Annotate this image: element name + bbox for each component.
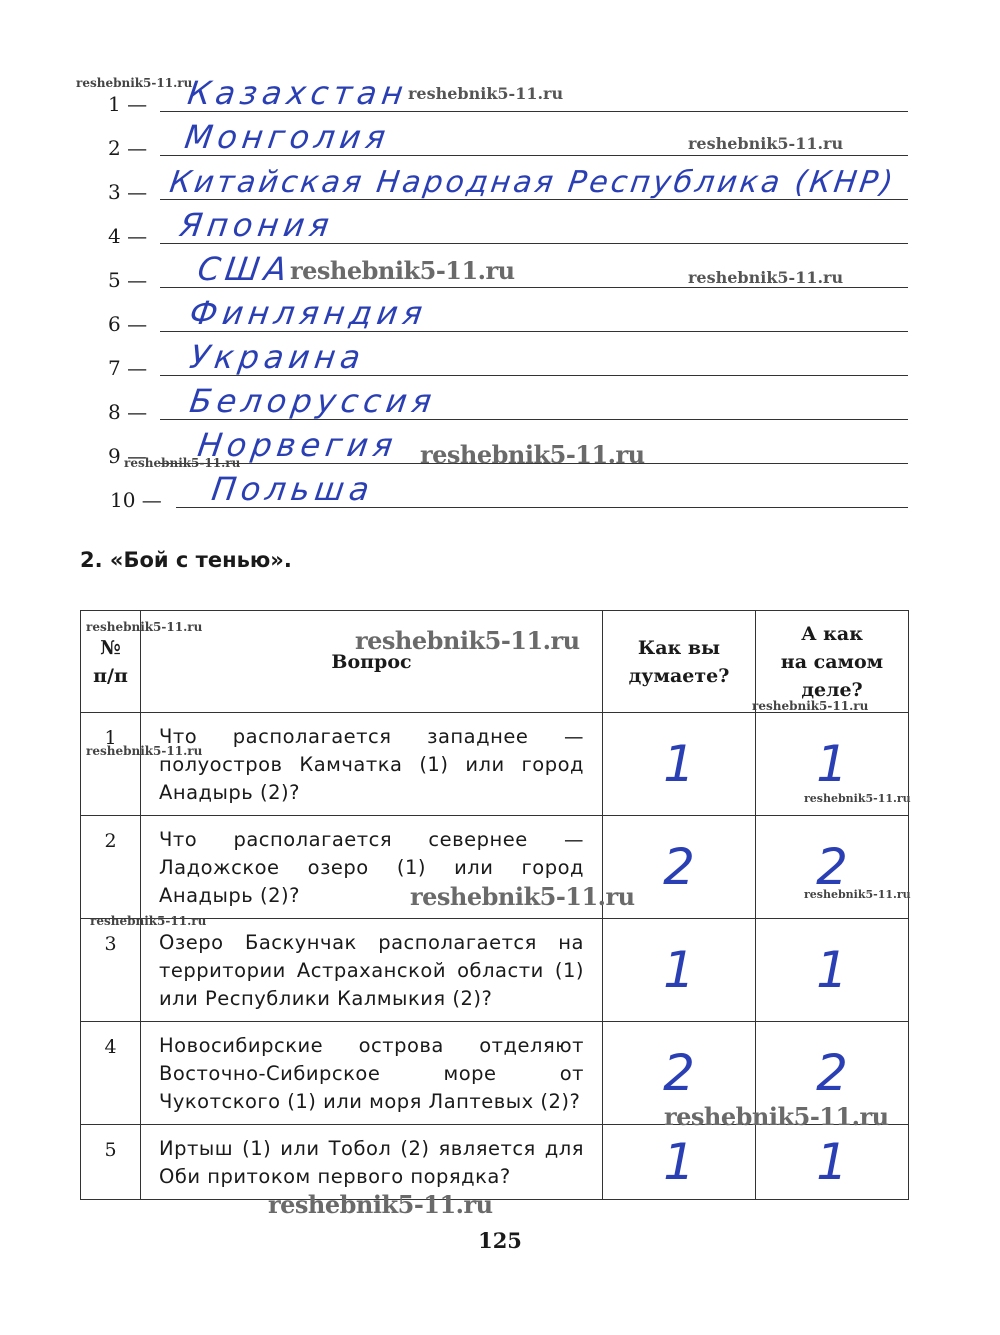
row-actual: 2	[756, 1022, 909, 1125]
handwritten-answer: Казахстан	[185, 74, 411, 112]
row-guess: 2	[603, 1022, 756, 1125]
row-actual: 1	[756, 1125, 909, 1200]
header-number-line: №	[100, 636, 121, 659]
row-number: 2	[81, 816, 141, 919]
row-actual: 2	[756, 816, 909, 919]
handwritten-answer: Белоруссия	[187, 382, 439, 420]
row-guess: 2	[603, 816, 756, 919]
row-number: 3	[81, 919, 141, 1022]
table-row	[81, 1125, 909, 1200]
row-question: Иртыш (1) или Тобол (2) является для Оби притоком первого порядка?	[141, 1125, 603, 1200]
section-heading: 2. «Бой с тенью».	[80, 548, 292, 572]
watermark: reshebnik5-11.ru	[90, 914, 207, 928]
watermark: reshebnik5-11.ru	[76, 76, 193, 90]
watermark: reshebnik5-11.ru	[688, 268, 844, 287]
watermark: reshebnik5-11.ru	[290, 256, 515, 285]
table-row	[81, 713, 909, 816]
header-actual-line: на самом	[780, 650, 884, 673]
watermark: reshebnik5-11.ru	[664, 1102, 889, 1131]
answer-line-8	[0, 382, 1000, 426]
handwritten-answer: Финляндия	[187, 294, 430, 332]
page-number: 125	[478, 1228, 522, 1253]
row-question: Что располагается западнее — полуостров Камчатка (1) или город Анадырь (2)?	[141, 713, 603, 816]
header-question: Вопрос	[141, 611, 603, 713]
handwritten-answer: США	[195, 250, 295, 288]
header-guess-line: Как вы	[637, 636, 721, 659]
watermark: reshebnik5-11.ru	[408, 84, 564, 103]
watermark: reshebnik5-11.ru	[410, 882, 635, 911]
watermark: reshebnik5-11.ru	[752, 699, 869, 713]
row-guess: 1	[603, 713, 756, 816]
line-number: 7 —	[108, 356, 148, 380]
handwritten-answer: Япония	[177, 206, 337, 244]
line-number: 1 —	[108, 92, 148, 116]
watermark: reshebnik5-11.ru	[355, 626, 580, 655]
handwritten-answer: Украина	[187, 338, 368, 376]
handwritten-answer: Монголия	[182, 118, 393, 156]
row-number: 5	[81, 1125, 141, 1200]
watermark: reshebnik5-11.ru	[688, 134, 844, 153]
row-question: Новосибирские острова отделяют Восточно-Сибирское море от Чукотского (1) или моря Лаптевых (2)?	[141, 1022, 603, 1125]
watermark: reshebnik5-11.ru	[86, 620, 203, 634]
header-guess-line: думаете?	[628, 664, 730, 687]
header-actual-line: А как	[801, 622, 863, 645]
handwritten-answer: Китайская Народная Республика (КНР)	[167, 165, 898, 200]
watermark: reshebnik5-11.ru	[124, 456, 241, 470]
answer-line-10	[0, 470, 1000, 514]
line-number: 4 —	[108, 224, 148, 248]
watermark: reshebnik5-11.ru	[804, 888, 911, 901]
row-question: Озеро Баскунчак располагается на территории Астраханской области (1) или Республики Калмыкия (2)?	[141, 919, 603, 1022]
row-guess: 1	[603, 1125, 756, 1200]
row-number: 4	[81, 1022, 141, 1125]
handwritten-answer: Польша	[209, 470, 377, 508]
header-number-line: п/п	[93, 664, 128, 687]
row-question: Что располагается севернее — Ладожское озеро (1) или город Анадырь (2)?	[141, 816, 603, 919]
watermark: reshebnik5-11.ru	[804, 792, 911, 805]
line-number: 9 —	[108, 444, 148, 468]
watermark: reshebnik5-11.ru	[268, 1190, 493, 1219]
answer-line-4	[0, 206, 1000, 250]
handwritten-answer: Норвегия	[195, 426, 401, 464]
answer-line-3	[0, 162, 1000, 206]
row-guess: 1	[603, 919, 756, 1022]
line-number: 3 —	[108, 180, 148, 204]
row-number: 1	[81, 713, 141, 816]
table-row	[81, 919, 909, 1022]
watermark: reshebnik5-11.ru	[86, 744, 203, 758]
header-guess	[603, 611, 756, 713]
header-actual	[756, 611, 909, 713]
answer-line-2	[0, 118, 1000, 162]
answer-line-6	[0, 294, 1000, 338]
line-number: 2 —	[108, 136, 148, 160]
watermark: reshebnik5-11.ru	[420, 440, 645, 469]
line-number: 10 —	[110, 488, 162, 512]
row-actual: 1	[756, 713, 909, 816]
header-actual-line: деле?	[801, 678, 863, 701]
row-actual: 1	[756, 919, 909, 1022]
line-number: 5 —	[108, 268, 148, 292]
line-number: 8 —	[108, 400, 148, 424]
answer-line-7	[0, 338, 1000, 382]
line-number: 6 —	[108, 312, 148, 336]
